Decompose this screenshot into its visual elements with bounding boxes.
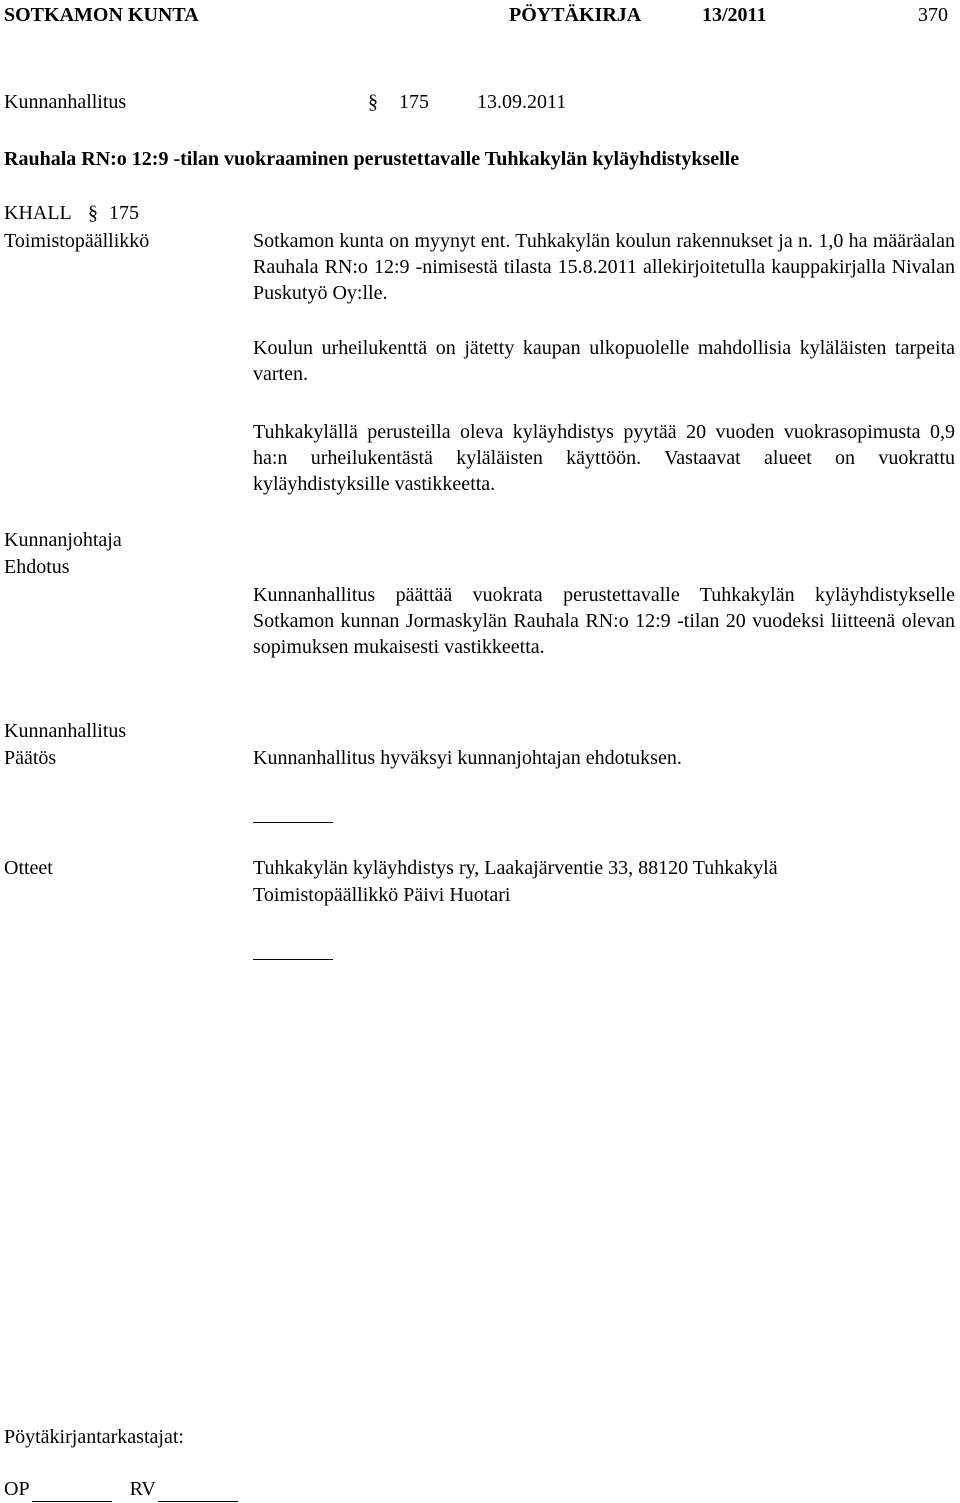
- extracts-label: Otteet: [4, 857, 53, 879]
- decision-label: Päätös: [4, 747, 57, 769]
- separator-line: [253, 959, 333, 960]
- document-type: PÖYTÄKIRJA: [509, 4, 642, 26]
- paragraph-lease-request: Tuhkakylällä perusteilla oleva kyläyhdistys pyytää 20 vuoden vuokrasopimusta 0,9 ha:n urheilukentästä kyläläisten käyttöön. Vastaavat alueet on vuokrattu kyläyhdistyksille vastikkeetta.: [253, 421, 955, 495]
- section-code: KHALL: [4, 202, 72, 224]
- page-number: 370: [918, 4, 948, 26]
- signature-line: [158, 1483, 238, 1502]
- section-sign-icon: §: [368, 91, 378, 113]
- municipality-name: SOTKAMON KUNTA: [4, 4, 199, 26]
- presenter-label: Toimistopäällikkö: [4, 230, 150, 252]
- separator-line: [253, 822, 333, 823]
- signature-line: [32, 1483, 112, 1502]
- section-number: 175: [109, 202, 140, 224]
- proposal-label-role: Kunnanjohtaja: [4, 529, 122, 551]
- meta-date: 13.09.2011: [477, 91, 567, 113]
- paragraph-sale: Sotkamon kunta on myynyt ent. Tuhkakylän koulun rakennukset ja n. 1,0 ha määräalan Rauhala RN:o 12:9 -nimisestä tilasta 15.8.2011 allekirjoitetulla kauppakirjalla Nivalan Puskutyö Oy:lle.: [253, 230, 955, 304]
- section-sign-icon: §: [88, 202, 99, 224]
- extracts-recipient-2: Toimistopäällikkö Päivi Huotari: [253, 884, 511, 906]
- extracts-recipient-1: Tuhkakylän kyläyhdistys ry, Laakajärventie 33, 88120 Tuhkakylä: [253, 857, 778, 879]
- inspector-initials-2: RV: [129, 1478, 156, 1500]
- proposal-text: Kunnanhallitus päättää vuokrata perustettavalle Tuhkakylän kyläyhdistykselle Sotkamon kunnan Jormaskylän Rauhala RN:o 12:9 -tilan 20 vuodeksi liitteenä olevan sopimuksen mukaisesti vastikkeetta.: [253, 584, 955, 658]
- section-label: [4, 200, 139, 226]
- inspectors-label: Pöytäkirjantarkastajat:: [4, 1426, 184, 1448]
- decision-text: Kunnanhallitus hyväksyi kunnanjohtajan ehdotuksen.: [253, 747, 682, 769]
- inspectors-signatures: [4, 1476, 256, 1502]
- decision-label-body: Kunnanhallitus: [4, 720, 127, 742]
- meta-body: Kunnanhallitus: [4, 91, 127, 113]
- page-title: Rauhala RN:o 12:9 -tilan vuokraaminen perustettavalle Tuhkakylän kyläyhdistykselle: [4, 148, 740, 170]
- meta-section-number: 175: [399, 91, 429, 113]
- issue-number: 13/2011: [702, 4, 767, 26]
- inspector-initials-1: OP: [4, 1478, 30, 1500]
- paragraph-sports-field: Koulun urheilukenttä on jätetty kaupan ulkopuolelle mahdollisia kyläläisten tarpeita varten.: [253, 337, 955, 385]
- proposal-label: Ehdotus: [4, 556, 70, 578]
